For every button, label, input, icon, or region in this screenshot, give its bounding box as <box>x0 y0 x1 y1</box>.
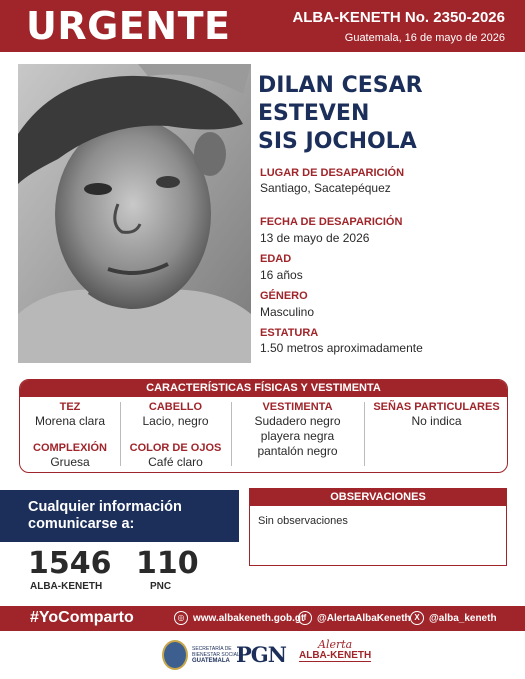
missing-person-photo <box>18 64 251 363</box>
observations-text: Sin observaciones <box>258 515 348 527</box>
header-bar <box>0 0 525 52</box>
phone-number-alba: 1546 <box>28 546 112 581</box>
hair-value: Lacio, negro <box>142 414 209 428</box>
urgent-title: URGENTE <box>26 4 231 48</box>
height-label: ESTATURA <box>260 327 319 339</box>
age-label: EDAD <box>260 253 292 265</box>
pgn-logo: PGN <box>236 642 286 667</box>
globe-icon: ◎ <box>174 611 188 625</box>
build-value: Gruesa <box>50 455 90 469</box>
logos-row <box>0 636 525 679</box>
name-line-2: ESTEVEN <box>258 101 370 126</box>
website-link[interactable] <box>174 611 304 625</box>
contact-line-1: Cualquier información <box>28 499 182 515</box>
hashtag: #YoComparto <box>30 609 134 626</box>
name-line-3: SIS JOCHOLA <box>258 129 417 154</box>
disappearance-place-label: LUGAR DE DESAPARICIÓN <box>260 167 405 179</box>
observations-box <box>249 488 507 566</box>
x-text: @alba_keneth <box>429 612 497 624</box>
facebook-text: @AlertaAlbaKeneth <box>317 612 411 624</box>
clothing-line-2: playera negra <box>260 429 335 443</box>
facebook-link[interactable] <box>298 611 411 625</box>
clothing-line-1: Sudadero negro <box>254 414 341 428</box>
age-value: 16 años <box>260 268 303 282</box>
gender-label: GÉNERO <box>260 290 308 302</box>
alert-place-date: Guatemala, 16 de mayo de 2026 <box>344 32 505 44</box>
phone-label-pnc: PNC <box>150 581 172 592</box>
disappearance-date-label: FECHA DE DESAPARICIÓN <box>260 216 403 228</box>
clothing-line-3: pantalón negro <box>257 444 338 458</box>
x-link[interactable] <box>410 611 497 625</box>
skin-tone-label: TEZ <box>59 401 81 413</box>
clothing-label: VESTIMENTA <box>262 401 333 413</box>
website-text: www.albakeneth.gob.gt <box>193 612 305 624</box>
skin-tone-value: Morena clara <box>34 414 106 428</box>
distinguishing-marks-value: No indica <box>411 414 462 428</box>
hair-label: CABELLO <box>148 401 203 413</box>
x-icon: X <box>410 611 424 625</box>
eye-color-value: Café claro <box>148 455 203 469</box>
alba-keneth-logo: Alerta ALBA-KENETH <box>299 638 372 661</box>
observations-title: OBSERVACIONES <box>250 489 506 506</box>
guatemala-logo: SECRETARÍA DE BIENESTAR SOCIAL GUATEMALA <box>162 640 252 670</box>
gender-value: Masculino <box>260 305 315 319</box>
name-line-1: DILAN CESAR <box>258 73 423 98</box>
alert-number: ALBA-KENETH No. 2350-2026 <box>292 9 505 26</box>
disappearance-date-value: 13 de mayo de 2026 <box>260 231 370 245</box>
disappearance-place-value: Santiago, Sacatepéquez <box>260 181 391 195</box>
contact-banner <box>0 490 239 542</box>
guatemala-seal-icon <box>162 640 188 670</box>
distinguishing-marks-label: SEÑAS PARTICULARES <box>373 401 500 413</box>
facebook-icon: f <box>298 611 312 625</box>
build-label: COMPLEXIÓN <box>33 442 107 454</box>
characteristics-box <box>19 379 508 473</box>
height-value: 1.50 metros aproximadamente <box>260 341 423 355</box>
person-name <box>258 72 423 156</box>
phone-label-alba: ALBA-KENETH <box>30 581 103 592</box>
eye-color-label: COLOR DE OJOS <box>129 442 222 454</box>
contact-line-2: comunicarse a: <box>28 516 135 532</box>
footer-bar <box>0 606 525 631</box>
characteristics-title: CARACTERÍSTICAS FÍSICAS Y VESTIMENTA <box>20 380 507 397</box>
phone-number-pnc: 110 <box>136 546 199 581</box>
